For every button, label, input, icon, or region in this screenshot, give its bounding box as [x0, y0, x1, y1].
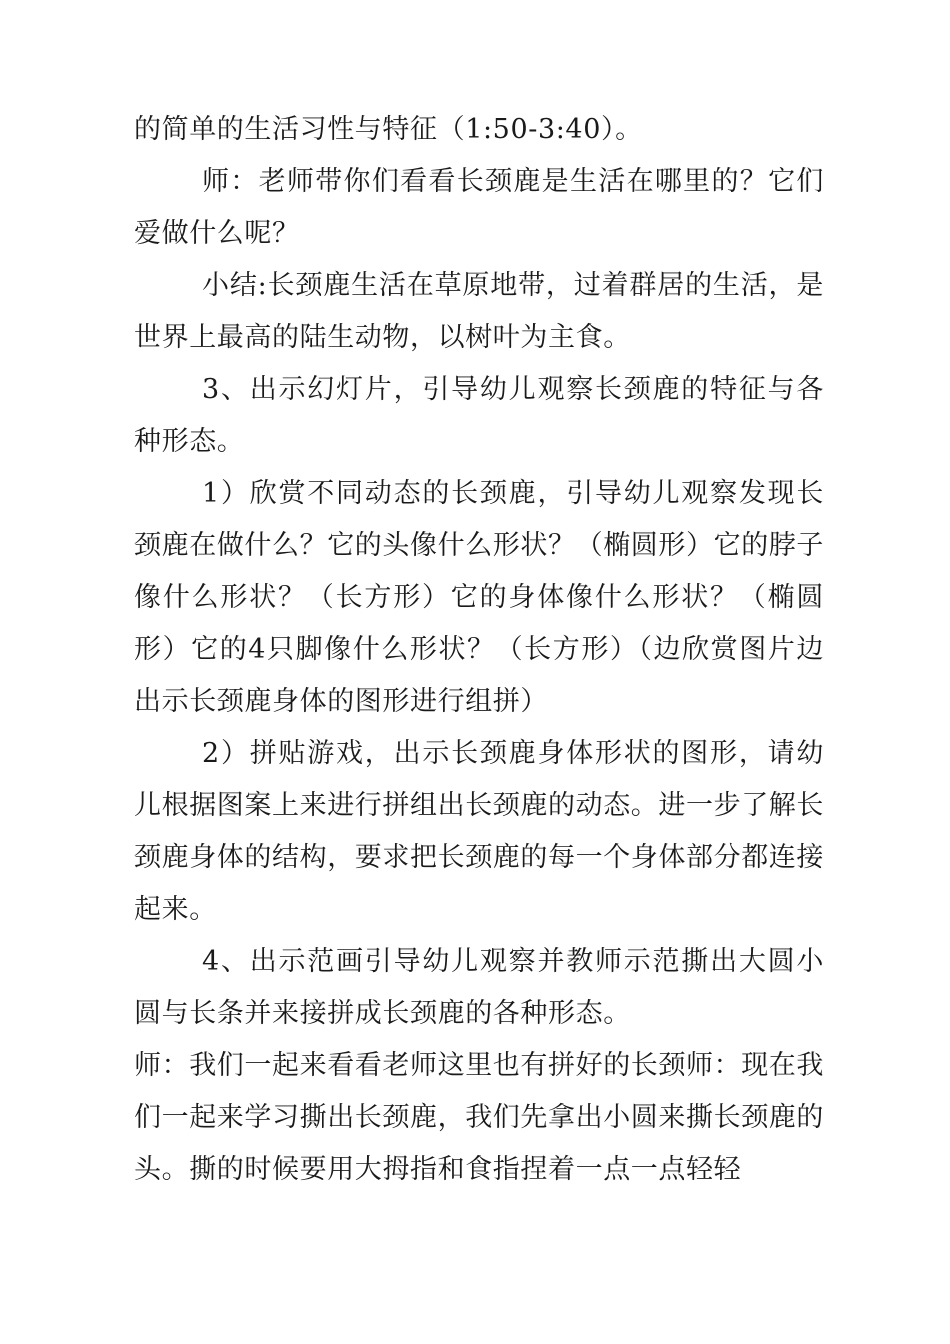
paragraph-teacher-question: 师：老师带你们看看长颈鹿是生活在哪里的？它们爱做什么呢？ — [134, 166, 824, 249]
paragraph-step-3-2: 2）拼贴游戏，出示长颈鹿身体形状的图形，请幼儿根据图案上来进行拼组出长颈鹿的动态。进一步了解长颈鹿身体的结构，要求把长颈鹿的每一个身体部分都连接起来。 — [134, 738, 824, 925]
paragraph-habits-tail: 的简单的生活习性与特征（1:50-3:40）。 — [134, 114, 643, 145]
paragraph-step-3: 3、出示幻灯片，引导幼儿观察长颈鹿的特征与各种形态。 — [134, 374, 824, 457]
document-body — [134, 104, 824, 1196]
paragraph-summary: 小结:长颈鹿生活在草原地带，过着群居的生活，是世界上最高的陆生动物，以树叶为主食。 — [134, 270, 824, 353]
paragraph-teacher-demo: 师：我们一起来看看老师这里也有拼好的长颈师：现在我们一起来学习撕出长颈鹿，我们先拿出小圆来撕长颈鹿的头。撕的时候要用大拇指和食指捏着一点一点轻轻 — [134, 1050, 824, 1185]
paragraph-step-3-1: 1）欣赏不同动态的长颈鹿，引导幼儿观察发现长颈鹿在做什么？它的头像什么形状？（椭圆形）它的脖子像什么形状？（长方形）它的身体像什么形状？（椭圆形）它的4只脚像什么形状？（长方形）（边欣赏图片边出示长颈鹿身体的图形进行组拼） — [134, 478, 824, 717]
paragraph-step-4: 4、出示范画引导幼儿观察并教师示范撕出大圆小圆与长条并来接拼成长颈鹿的各种形态。 — [134, 946, 824, 1029]
